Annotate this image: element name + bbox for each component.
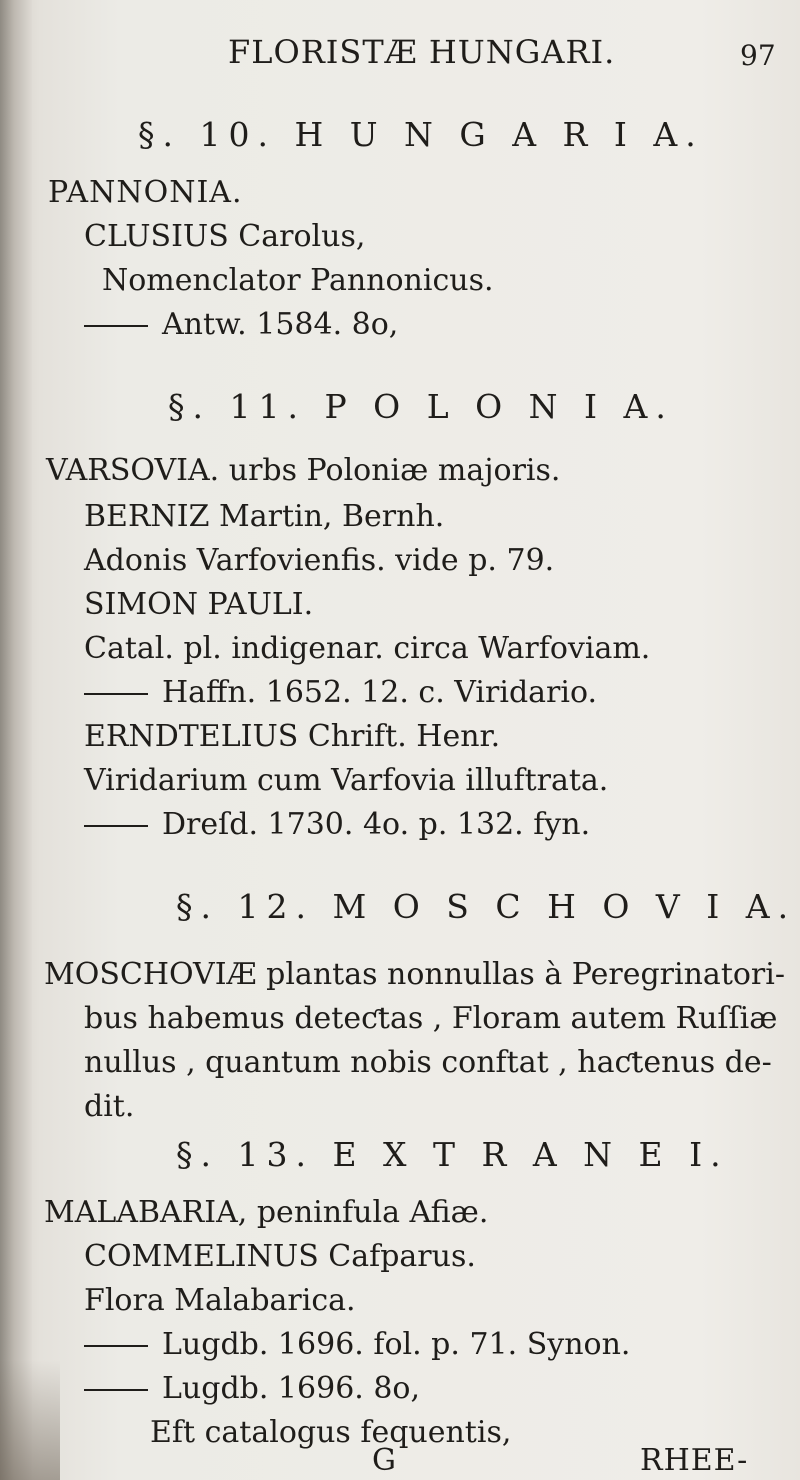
entry-line: Antw. 1584. 8o,	[84, 310, 398, 340]
entry-line: Nomenclator Pannonicus.	[102, 263, 494, 298]
section-heading-polonia: §. 11. P O L O N I A.	[168, 387, 674, 426]
ditto-dash	[84, 1389, 148, 1391]
entry-line: VARSOVIA. urbs Poloniæ majoris.	[46, 453, 561, 488]
entry-line: Eft catalogus fequentis,	[150, 1415, 512, 1450]
entry-line: Viridarium cum Varfovia illuftrata.	[84, 763, 609, 798]
page-number: 97	[740, 39, 776, 72]
entry-line: SIMON PAULI.	[84, 587, 314, 622]
page-gutter	[0, 0, 32, 1480]
entry-line: Lugdb. 1696. 8o,	[84, 1374, 420, 1404]
catchword: RHEE-	[640, 1443, 749, 1478]
ditto-dash	[84, 1345, 148, 1347]
entry-line: BERNIZ Martin, Bernh.	[84, 499, 445, 534]
entry-line: Catal. pl. indigenar. circa Warfoviam.	[84, 631, 651, 666]
ditto-dash	[84, 693, 148, 695]
entry-line: Dreſd. 1730. 4o. p. 132. fyn.	[84, 810, 590, 840]
entry-line: Lugdb. 1696. fol. p. 71. Synon.	[84, 1330, 630, 1360]
section-heading-hungaria: §. 10. H U N G A R I A.	[138, 115, 704, 154]
entry-line: ERNDTELIUS Chrift. Henr.	[84, 719, 501, 754]
running-head: FLORISTÆ HUNGARI.	[228, 33, 616, 71]
section-heading-extranei: §. 13. E X T R A N E I.	[176, 1135, 729, 1174]
entry-line: MALABARIA, peninfula Afiæ.	[44, 1195, 489, 1230]
entry-line: Haffn. 1652. 12. c. Viridario.	[84, 678, 597, 708]
entry-line: PANNONIA.	[48, 175, 243, 210]
section-heading-moschovia: §. 12. M O S C H O V I A.	[176, 887, 797, 926]
entry-line: bus habemus deteƈtas , Floram autem Ruſſiæ	[84, 1001, 778, 1036]
page-shadow	[0, 1360, 60, 1480]
entry-line: MOSCHOVIÆ plantas nonnullas à Peregrinatori-	[44, 957, 786, 992]
entry-line: dit.	[84, 1089, 135, 1124]
entry-line: COMMELINUS Cafparus.	[84, 1239, 476, 1274]
ditto-dash	[84, 825, 148, 827]
signature-mark: G	[372, 1443, 396, 1478]
entry-line: CLUSIUS Carolus,	[84, 219, 366, 254]
entry-line: nullus , quantum nobis conftat , haƈtenus de-	[84, 1045, 772, 1080]
entry-line: Flora Malabarica.	[84, 1283, 356, 1318]
entry-line: Adonis Varfovienfis. vide p. 79.	[84, 543, 555, 578]
ditto-dash	[84, 325, 148, 327]
